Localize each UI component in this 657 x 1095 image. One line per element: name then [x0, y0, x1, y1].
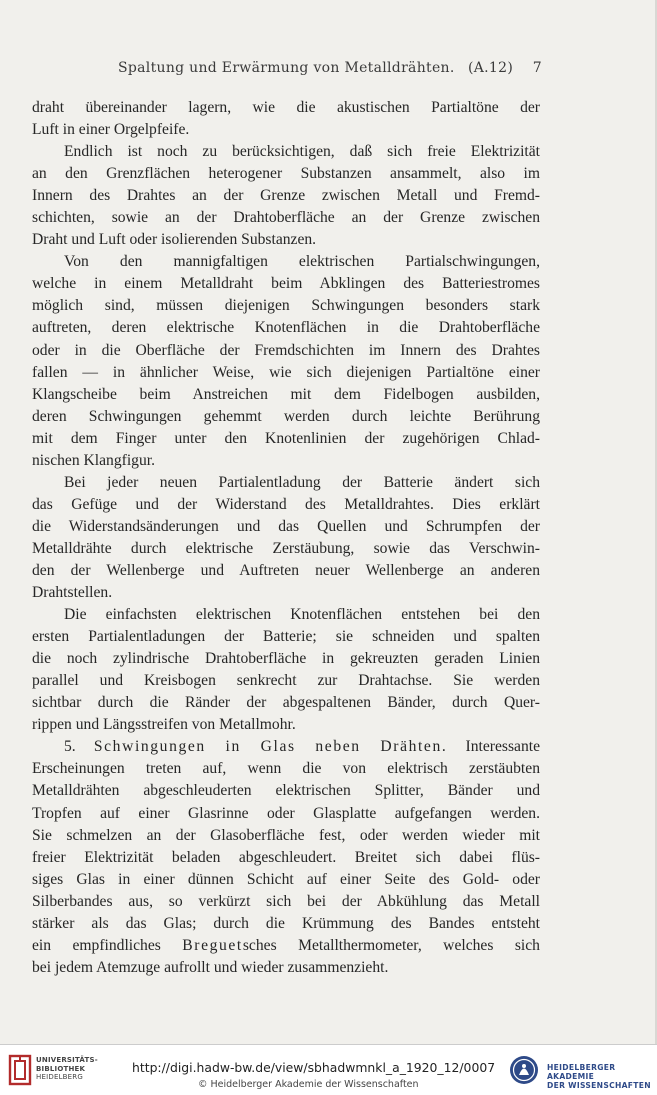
text-line: Endlich ist noch zu berücksichtigen, daß sich freie Elektrizität [64, 143, 540, 161]
text-line: Tropfen auf einer Glasrinne oder Glasplatte aufgefangen werden. [32, 804, 540, 822]
text-line: Innern des Drahtes an der Grenze zwischen Metall und Fremd- [32, 187, 540, 205]
logo-line: UNIVERSITÄTS- [36, 1056, 98, 1064]
text-line: auftreten, deren elektrische Knotenflächen in die Drahtoberfläche [32, 319, 540, 337]
text-line: fallen — in ähnlicher Weise, wie sich diejenigen Partialtöne einer [32, 363, 540, 381]
permalink-url[interactable]: http://digi.hadw-bw.de/view/sbhadwmnkl_a_1920_12/0007 [132, 1060, 496, 1075]
paragraph-4 [32, 472, 540, 604]
copyright-notice: © Heidelberger Akademie der Wissenschaften [198, 1079, 419, 1090]
text-line: Metalldrähten abgeschleuderten elektrischen Splitter, Bänder und [32, 782, 540, 800]
page-number: 7 [532, 60, 542, 76]
text-line: draht übereinander lagern, wie die akustischen Partialtöne der [32, 99, 540, 116]
text-line: sichtbar durch die Ränder der abgespaltenen Bänder, durch Quer- [32, 694, 540, 712]
text-line: Von den mannigfaltigen elektrischen Partialschwingungen, [64, 253, 540, 271]
section-5 [32, 736, 540, 979]
text-line: siges Glas in einer dünnen Schicht auf einer Seite des Gold- oder [32, 870, 540, 888]
text-line: nischen Klangfigur. [32, 451, 155, 469]
body-text [32, 97, 540, 979]
text-line: Sie schmelzen an der Glasoberfläche fest, oder werden wieder mit [32, 826, 540, 844]
academy-name [547, 1063, 657, 1090]
text-line: stärker als das Glas; durch die Krümmung des Bandes entsteht [32, 914, 540, 932]
text-line: Silberbandes aus, so verkürzt sich bei der Abkühlung das Metall [32, 892, 540, 910]
text-line: Bei jeder neuen Partialentladung der Batterie ändert sich [64, 473, 540, 491]
text-line: möglich sind, müssen diejenigen Schwingungen besonders stark [32, 297, 540, 315]
paragraph-3 [32, 251, 540, 471]
text-fragment: ein empfindliches [32, 936, 161, 954]
text-line: den der Wellenberge und Auftreten neuer Wellenberge an anderen [32, 561, 540, 579]
text-line: welche in einem Metalldraht beim Abklingen des Batteriestromes [32, 275, 540, 293]
text-line: parallel und Kreisbogen senkrecht zur Drahtachse. Sie werden [32, 672, 540, 690]
text-line: freier Elektrizität beladen abgeschleudert. Breitet sich dabei flüs- [32, 848, 540, 866]
text-line: Draht und Luft oder isolierenden Substanzen. [32, 231, 317, 249]
spaced-name: Breguet [182, 936, 243, 954]
text-line: Drahtstellen. [32, 584, 113, 602]
text-line: oder in die Oberfläche der Fremdschichten im Innern des Drahtes [32, 341, 540, 359]
paragraph-1 [32, 97, 540, 141]
logo-line: HEIDELBERGER AKADEMIE [547, 1063, 616, 1081]
text-line: Metalldrähte durch elektrische Zerstäubung, sowie das Verschwin- [32, 539, 540, 557]
text-line: das Gefüge und der Widerstand des Metalldrahtes. Dies erklärt [32, 495, 540, 513]
university-library-name [36, 1056, 98, 1082]
text-line: rippen und Längsstreifen von Metallmohr. [32, 716, 296, 734]
paragraph-5 [32, 604, 540, 736]
text-line: Erscheinungen treten auf, wenn die von elektrisch zerstäubten [32, 760, 540, 778]
running-title: Spaltung und Erwärmung von Metalldrähten. [118, 60, 455, 76]
text-line: Die einfachsten elektrischen Knotenflächen entstehen bei den [64, 606, 540, 624]
section-number: 5. [64, 738, 76, 756]
text-line: bei jedem Atemzuge aufrollt und wieder zusammenzieht. [32, 958, 389, 976]
logo-line: DER WISSENSCHAFTEN [547, 1081, 651, 1090]
running-header [118, 60, 542, 82]
text-line: die Widerstandsänderungen und das Quellen und Schrumpfen der [32, 517, 540, 535]
academy-seal-icon [509, 1055, 539, 1085]
text-line: an den Grenzflächen heterogener Substanzen ansammelt, also im [32, 165, 540, 183]
text-line: mit dem Finger unter den Knotenlinien der zugehörigen Chlad- [32, 429, 540, 447]
text-fragment: Interessante [465, 738, 540, 756]
viewer-footer [0, 1044, 657, 1095]
section-title: Schwingungen in Glas neben Drähten. [93, 738, 448, 756]
text-line: deren Schwingungen gehemmt werden durch leichte Berührung [32, 407, 540, 425]
text-fragment: sches Metallthermometer, welches sich [242, 936, 540, 954]
section-heading-line [32, 736, 540, 758]
text-line: schichten, sowie an der Drahtoberfläche an der Grenze zwischen [32, 209, 540, 227]
text-line [32, 935, 540, 957]
text-line: Klangscheibe beim Anstreichen mit dem Fidelbogen ausbilden, [32, 385, 540, 403]
logo-line: BIBLIOTHEK [36, 1064, 86, 1073]
text-line: die noch zylindrische Drahtoberfläche in gekreuzten geraden Linien [32, 650, 540, 668]
text-line: ersten Partialentladungen der Batterie; sie schneiden und spalten [32, 628, 540, 646]
logo-line: HEIDELBERG [36, 1073, 83, 1081]
chapter-reference: (A.12) [468, 60, 514, 76]
text-line: Luft in einer Orgelpfeife. [32, 121, 190, 139]
paragraph-2 [32, 141, 540, 251]
university-library-logo-icon [8, 1054, 32, 1086]
